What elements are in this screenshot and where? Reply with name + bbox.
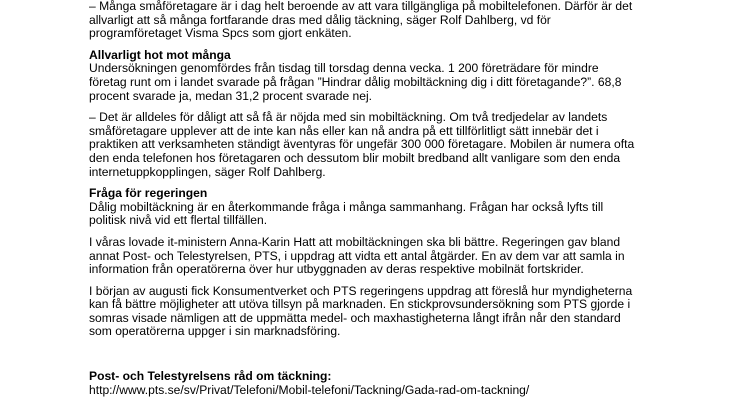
text-line: Dålig mobiltäckning är en återkommande fråga i många sammanhang. Frågan har också lyfts till bbox=[89, 199, 604, 214]
text-line: som operatörerna uppger i sin marknadsföring. bbox=[89, 324, 341, 339]
text-line: annat Post- och Telestyrelsen, PTS, i uppdrag att vidta ett antal åtgärder. En av dem var att samla in bbox=[89, 248, 625, 263]
paragraph-recurring-issue bbox=[89, 201, 689, 228]
text-line: företag runt om i landet svarade på frågan ”Hindrar dålig mobiltäckning dig i ditt företagande?”. 68,8 bbox=[89, 74, 622, 89]
section-heading-allvarligt-hot: Allvarligt hot mot många bbox=[89, 47, 231, 62]
text-line: I början av augusti fick Konsumentverket och PTS regeringens uppdrag att föreslå hur myndigheterna bbox=[89, 283, 633, 298]
text-line: kan få bättre möjligheter att utöva tillsyn på marknaden. En stickprovsundersökning som PTS gjorde i bbox=[89, 297, 631, 312]
text-line: Undersökningen genomfördes från tisdag till torsdag denna vecka. 1 200 företrädare för mindre bbox=[89, 61, 599, 76]
text-line: småföretagare upplever att de inte kan nås eller kan nå andra på ett tillförlitligt sätt innebär det i bbox=[89, 123, 599, 138]
section-heading-pts-advice: Post- och Telestyrelsens råd om täckning: bbox=[89, 369, 332, 384]
spacer bbox=[89, 339, 689, 370]
text-line: programföretaget Visma Spcs som gjort enkäten. bbox=[89, 26, 352, 41]
text-line: – Det är alldeles för dåligt att så få är nöjda med sin mobiltäckning. Om två tredjedelar av landets bbox=[89, 110, 608, 125]
paragraph-minister-promise bbox=[89, 236, 689, 277]
text-line: – Många småföretagare är i dag helt beroende av att vara tillgängliga på mobiltelefonen. Därför är det bbox=[89, 0, 633, 13]
text-line: allvarligt att så många fortfarande dras med dålig täckning, säger Rolf Dahlberg, vd för bbox=[89, 12, 551, 27]
document-page bbox=[89, 0, 689, 397]
paragraph-intro-quote bbox=[89, 0, 689, 41]
section-heading-fraga-regeringen: Fråga för regeringen bbox=[89, 186, 208, 201]
pts-advice-link[interactable]: http://www.pts.se/sv/Privat/Telefoni/Mobil-telefoni/Tackning/Gada-rad-om-tackning/ bbox=[89, 382, 530, 397]
text-line: den enda telefonen hos företagaren och dessutom blir mobilt bredband allt vanligare som den enda bbox=[89, 150, 621, 165]
text-line: internetuppkopplingen, säger Rolf Dahlberg. bbox=[89, 164, 326, 179]
text-line: I våras lovade it-ministern Anna-Karin Hatt att mobiltäckningen ska bli bättre. Regeringen gav bland bbox=[89, 234, 621, 249]
text-line: information från operatörerna över hur utbyggnaden av deras respektive mobilnät fortskrider. bbox=[89, 262, 584, 277]
text-line: politisk nivå vid ett flertal tillfällen. bbox=[89, 213, 268, 228]
paragraph-survey bbox=[89, 62, 689, 103]
text-line: procent svarade ja, medan 31,2 procent svarade nej. bbox=[89, 88, 373, 103]
text-line: praktiken att verksamheten ständigt äventyras för ungefär 300 000 företagare. Mobilen är numera ofta bbox=[89, 137, 635, 152]
text-line: somras visade nämligen att de uppmätta medel- och maxhastigheterna långt ifrån når den standard bbox=[89, 310, 621, 325]
paragraph-august-assignment bbox=[89, 285, 689, 339]
paragraph-dahlberg-quote bbox=[89, 111, 689, 179]
